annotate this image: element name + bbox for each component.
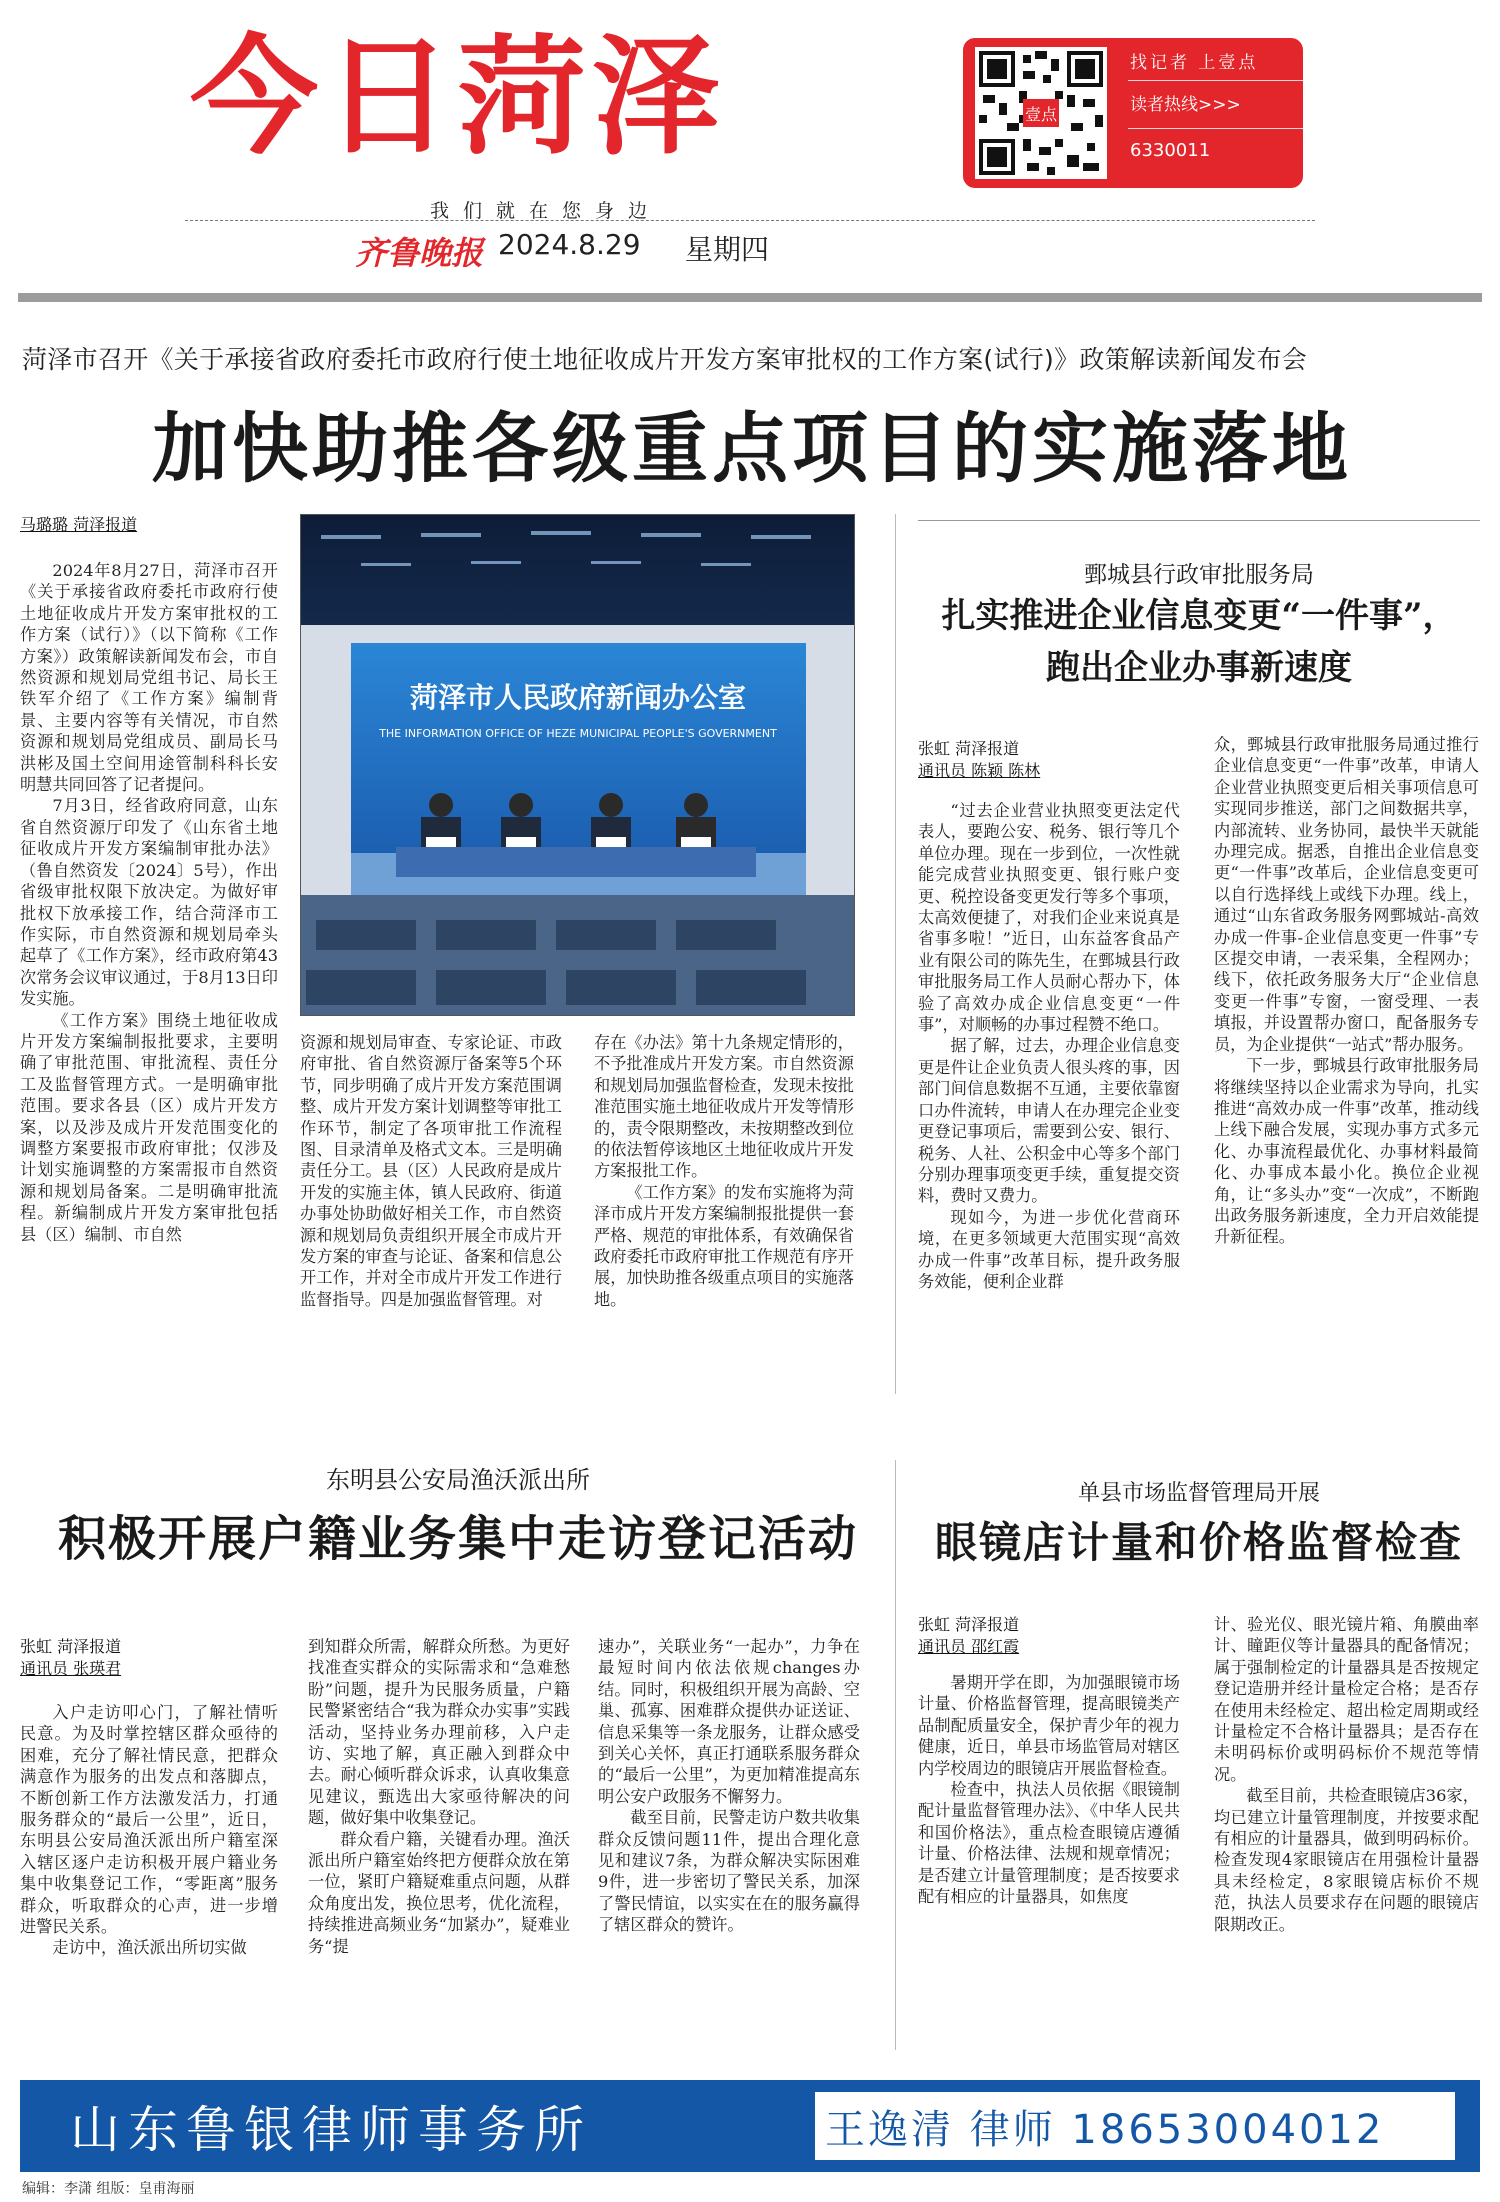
photo-sign-cn: 菏泽市人民政府新闻办公室	[409, 681, 747, 714]
bottom-left-byline	[20, 1636, 121, 1680]
right-top-byline	[918, 738, 1040, 782]
byline-line: 通讯员 邵红霞	[918, 1637, 1020, 1656]
byline-line: 张虹 菏泽报道	[20, 1637, 122, 1656]
paragraph: 存在《办法》第十九条规定情形的，不予批准成片开发方案。市自然资源和规划局加强监督检查，发现未按批准范围实施土地征收成片开发等情形的，责令限期整改，未按期整改到位的依法暂停该地区土地征收成片开发方案报批工作。	[594, 1033, 854, 1181]
paragraph: 《工作方案》围绕土地征收成片开发方案编制报批要求，主要明确了审批范围、审批流程、责任分工及监督管理方式。一是明确审批范围。要求各县（区）成片开发方案，以及涉及成片开发范围变化的调整方案要报市政府审批；仅涉及计划实施调整的方案需报市自然资源和规划局备案。二是明确审批流程。新编制成片开发方案审批包括县（区）编制、市自然	[20, 1010, 278, 1244]
lead-kicker: 菏泽市召开《关于承接省政府委托市政府行使土地征收成片开发方案审批权的工作方案(试行)》政策解读新闻发布会	[22, 345, 1308, 374]
lead-column-2	[300, 1032, 562, 1362]
paragraph: 截至目前，共检查眼镜店36家，均已建立计量管理制度，并按要求配有相应的计量器具，做到明码标价。检查发现4家眼镜店在用强检计量器具未经检定，8家眼镜店标价不规范，执法人员要求存在问题的眼镜店限期改正。	[1214, 1786, 1479, 1934]
paragraph: 截至目前，民警走访户数共收集群众反馈问题11件，提出合理化意见和建议7条，为群众解决实际困难9件，进一步密切了警民关系，加深了警民情谊，以实实在在的服务赢得了辖区群众的赞许。	[598, 1808, 860, 1935]
bottom-right-column-2	[1214, 1614, 1479, 2047]
masthead-divider	[185, 220, 1315, 221]
bottom-right-byline	[918, 1614, 1019, 1658]
lead-column-3	[594, 1032, 854, 1362]
ad-firm-name: 山东鲁银律师事务所	[70, 2101, 592, 2159]
paragraph: 速办”，关联业务“一起办”，力争在最短时间内依法依规changes办结。同时，积极组织开展为高龄、空巢、孤寡、困难群众提供办证送证、信息采集等一条龙服务，让群众感受到关心关怀，真正打通联系服务群众的“最后一公里”，为更加精准提高东明公安户政服务不懈努力。	[598, 1637, 860, 1806]
paragraph: 现如今，为进一步优化营商环境，在更多领域更大范围实现“高效办成一件事”改革目标，提升政务服务效能，便利企业群	[918, 1207, 1180, 1291]
byline-line: 通讯员 张瑛君	[20, 1659, 122, 1678]
paragraph: 下一步，鄄城县行政审批服务局将继续坚持以企业需求为导向，扎实推进“高效办成一件事”改革，推动线上线下融合发展，实现办事方式多元化、办事流程最优化、办事材料最简化、办事成本最小化。换位企业视角，让“多头办”变“一次成”，不断跑出政务服务新速度，全力开启效能提升新征程。	[1214, 1056, 1479, 1247]
byline-line: 张虹 菏泽报道	[918, 739, 1020, 758]
ad-contact[interactable]: 王逸清 律师 18653004012	[825, 2107, 1385, 2153]
bottom-left-kicker: 东明县公安局渔沃派出所	[326, 1466, 590, 1494]
paragraph: 暑期开学在即，为加强眼镜市场计量、价格监督管理，提高眼镜类产品制配质量安全，保护青少年的视力健康，近日，单县市场监管局对辖区内学校周边的眼镜店开展监督检查。	[918, 1673, 1180, 1778]
paragraph: 据了解，过去，办理企业信息变更是件让企业负责人很头疼的事，因部门间信息数据不互通，主要依靠窗口办件流转，申请人在办理完企业变更登记事项后，需要到公安、银行、税务、人社、公积金中心等多个部门分别办理事项变更手续，重复提交资料，费时又费力。	[918, 1036, 1180, 1206]
paragraph: 群众看户籍，关键看办理。渔沃派出所户籍室始终把方便群众放在第一位，紧盯户籍疑难重点问题，从群众角度出发，换位思考，优化流程，持续推进高频业务“加紧办”，疑难业务“提	[308, 1829, 570, 1956]
paragraph: 众，鄄城县行政审批服务局通过推行企业信息变更“一件事”改革，申请人企业营业执照变更后相关事项信息可实现同步推送，部门之间数据共享，内部流转、业务协同，最快半天就能办理完成。据悉，自推出企业信息变更“一件事”改革后，企业信息变更可以自行选择线上或线下办理。线上，通过“山东省政务服务网鄄城站-高效办成一件事-企业信息变更一件事”专区提交申请，一表采集，全程网办；线下，依托政务服务大厅“企业信息变更一件事”专窗，一窗受理、一表填报，并设置帮办窗口，配备服务专员，为企业提供“一站式”帮办服务。	[1214, 735, 1479, 1054]
right-top-column-2	[1214, 734, 1479, 1399]
paragraph: “过去企业营业执照变更法定代表人，要跑公安、税务、银行等几个单位办理。现在一步到位，一次性就能完成营业执照变更、银行账户变更、税控设备变更发行等多个事项，太高效便捷了，对我们企业来说真是省事多啦！”近日，山东益客食品产业有限公司的陈先生，在鄄城县行政审批服务局工作人员耐心帮办下，体验了高效办成企业信息变更“一件事”，对顺畅的办事过程赞不绝口。	[918, 801, 1180, 1035]
photo-sign-en: THE INFORMATION OFFICE OF HEZE MUNICIPAL PEOPLE'S GOVERNMENT	[379, 727, 777, 740]
paragraph: 《工作方案》的发布实施将为菏泽市成片开发方案编制报批提供一套严格、规范的审批体系，有效确保省政府委托市政府审批工作规范有序开展，加快助推各级重点项目的实施落地。	[594, 1182, 854, 1309]
lead-column-1	[20, 560, 278, 1370]
masthead-slogan: 我们就在您身边	[430, 200, 662, 222]
paragraph: 到知群众所需，解群众所愁。为更好找准查实群众的实际需求和“急难愁盼”问题，提升为民服务质量，户籍民警紧密结合“我为群众办实事”实践活动，坚持业务办理前移，入户走访、实地了解，真正融入到群众中去。耐心倾听群众诉求，认真收集意见建议，甄选出大家亟待解决的问题，做好集中收集登记。	[308, 1637, 570, 1828]
paragraph: 7月3日，经省政府同意，山东省自然资源厅印发了《山东省土地征收成片开发方案编制审批办法》（鲁自然资发〔2024〕5号），作出省级审批权限下放决定。为做好审批权下放承接工作，结合菏泽市工作实际，市自然资源和规划局牵头起草了《工作方案》，经市政府第43次常务会议审议通过，于8月13日印发实施。	[20, 796, 278, 1009]
qr-logo: 壹点	[1024, 104, 1058, 124]
headline-line: 跑出企业办事新速度	[1046, 648, 1352, 688]
qr-code-icon[interactable]	[975, 47, 1107, 179]
bottom-right-kicker: 单县市场监督管理局开展	[1077, 1481, 1320, 1506]
paragraph: 2024年8月27日，菏泽市召开《关于承接省政府委托市政府行使土地征收成片开发方案审批权的工作方案（试行）》（以下简称《工作方案》）政策解读新闻发布会，市自然资源和规划局党组书记、局长王铁军介绍了《工作方案》编制背景、主要内容等有关情况，市自然资源和规划局党组成员、副局长马洪彬及国土空间用途管制科科长安明慧共同回答了记者提问。	[20, 561, 278, 795]
qr-caption: 找记者 上壹点	[1130, 53, 1259, 73]
paragraph: 计、验光仪、眼光镜片箱、角膜曲率计、瞳距仪等计量器具的配备情况；属于强制检定的计量器具是否按规定登记造册并经计量检定合格；是否存在使用未经检定、超出检定周期或经计量检定不合格计量器具；是否存在未明码标价或明码标价不规范等情况。	[1214, 1615, 1479, 1784]
right-top-column-1	[918, 800, 1180, 1400]
byline-line: 张虹 菏泽报道	[918, 1615, 1020, 1634]
lead-headline[interactable]: 加快助推各级重点项目的实施落地	[152, 404, 1352, 493]
paragraph: 资源和规划局审查、专家论证、市政府审批、省自然资源厅备案等5个环节，同步明确了成片开发方案范围调整、成片开发方案计划调整等审批工作环节，制定了各项审批工作流程图、目录清单及格式文本。三是明确责任分工。县（区）人民政府是成片开发的实施主体，镇人民政府、街道办事处协助做好相关工作，市自然资源和规划局负责组织开展全市成片开发方案的审查与论证、备案和信息公开工作，并对全市成片开发工作进行监督指导。四是加强监督管理。对	[300, 1033, 562, 1309]
bottom-left-column-3	[598, 1636, 860, 2046]
headline-line: 扎实推进企业信息变更“一件事”，	[941, 596, 1457, 636]
paper-name: 齐鲁晚报	[355, 234, 484, 272]
right-top-headline[interactable]	[918, 590, 1480, 694]
press-conference-photo[interactable]	[300, 514, 855, 1016]
bottom-right-column-1	[918, 1672, 1180, 2047]
bottom-left-headline[interactable]: 积极开展户籍业务集中走访登记活动	[57, 1511, 858, 1567]
paragraph: 检查中，执法人员依据《眼镜制配计量监督管理办法》、《中华人民共和国价格法》，重点检查眼镜店遵循计量、价格法律、法规和规章情况；是否建立计量管理制度；是否按要求配有相应的计量器具，如焦度	[918, 1780, 1180, 1907]
paragraph: 入户走访叩心门，了解社情听民意。为及时掌控辖区群众亟待的困难，充分了解社情民意，把群众满意作为服务的出发点和落脚点，不断创新工作方法激发活力，打通服务群众的“最后一公里”，近日，东明县公安局渔沃派出所户籍室深入辖区逐户走访积极开展户籍业务集中收集登记工作，“零距离”服务群众，听取群众的心声，进一步增进警民关系。	[20, 1703, 278, 1937]
issue-date: 2024.8.29	[498, 228, 641, 261]
bottom-left-column-2	[308, 1636, 570, 2046]
page-credits: 编辑：李潇 组版：皇甫海丽	[22, 2181, 195, 2197]
bottom-left-column-1	[20, 1702, 278, 2047]
section-rule	[918, 520, 1480, 521]
lead-byline: 马璐璐 菏泽报道	[20, 515, 138, 534]
hotline-number: 6330011	[1130, 140, 1211, 161]
paragraph: 走访中，渔沃派出所切实做	[52, 1938, 247, 1958]
byline-line: 通讯员 陈颖 陈林	[918, 761, 1041, 780]
bottom-right-headline[interactable]: 眼镜店计量和价格监督检查	[934, 1518, 1463, 1567]
top-rule	[18, 293, 1482, 302]
right-top-kicker: 鄄城县行政审批服务局	[1084, 562, 1314, 588]
hotline-label: 读者热线>>>	[1130, 95, 1241, 115]
masthead-title: 今日菏泽	[190, 23, 727, 172]
issue-weekday: 星期四	[685, 233, 770, 266]
